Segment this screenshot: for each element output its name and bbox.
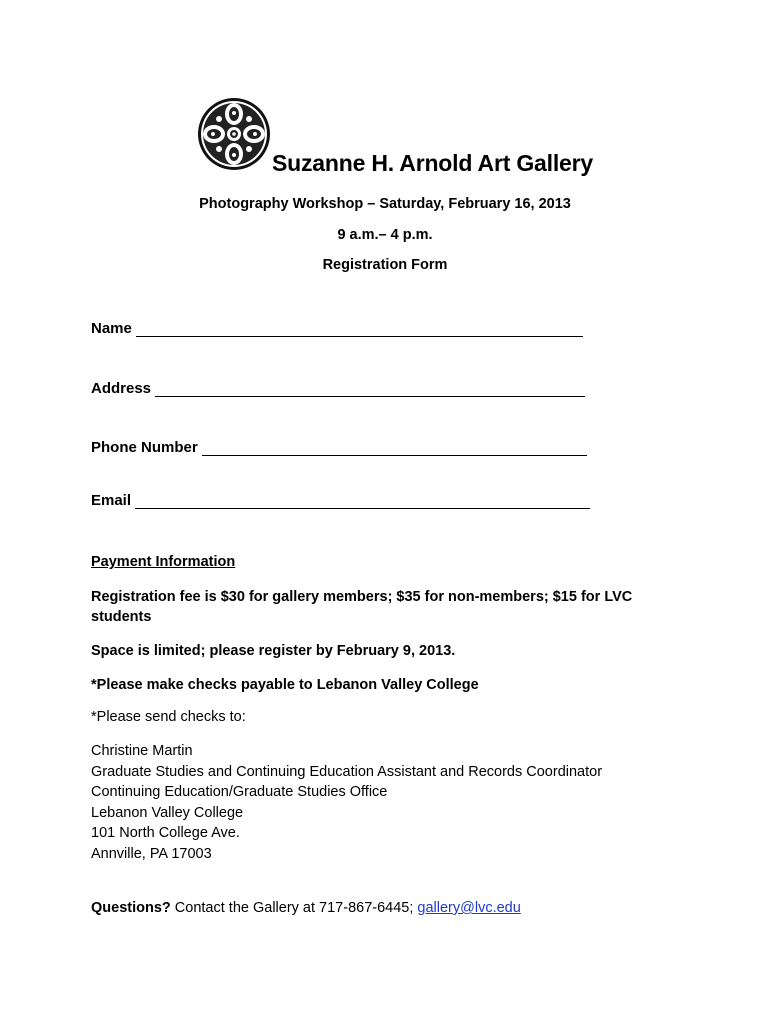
questions-line [91,898,651,918]
mailing-address [91,741,602,865]
address-line: Lebanon Valley College [91,804,244,821]
address-line: 101 North College Ave. [91,825,240,842]
address-label: Address [91,380,152,397]
email-label: Email [91,492,132,509]
email-input-line[interactable] [135,494,590,509]
address-line: Christine Martin [91,743,193,759]
name-field[interactable] [91,320,583,337]
checks-payable-text: *Please make checks payable to Lebanon Valley College [91,677,479,693]
address-line: Graduate Studies and Continuing Education Assistant and Records Coordinator [91,763,603,780]
rose-window-logo-icon [196,96,272,172]
questions-text: Contact the Gallery at 717-867-6445; [170,900,418,916]
event-subtitle: Photography Workshop – Saturday, February 16, 2013 [199,196,571,212]
email-field[interactable] [91,492,590,509]
gallery-title: Suzanne H. Arnold Art Gallery [272,150,593,176]
payment-heading: Payment Information [91,554,236,570]
phone-label: Phone Number [91,439,198,456]
phone-input-line[interactable] [202,441,587,456]
questions-label: Questions? [91,900,171,916]
name-label: Name [91,320,132,337]
name-input-line[interactable] [136,322,583,337]
address-line: Continuing Education/Graduate Studies Office [91,784,388,801]
address-field[interactable] [91,380,585,397]
gallery-email-link[interactable]: gallery@lvc.edu [417,900,521,916]
send-checks-text: *Please send checks to: [91,709,246,725]
phone-field[interactable] [91,439,587,456]
deadline-text: Space is limited; please register by February 9, 2013. [91,643,456,659]
address-line: Annville, PA 17003 [91,845,212,862]
fee-text: Registration fee is $30 for gallery members; $35 for non-members; $15 for LVC students [91,589,633,625]
form-title: Registration Form [322,257,448,273]
address-input-line[interactable] [155,382,585,397]
event-time: 9 a.m.– 4 p.m. [337,227,433,243]
